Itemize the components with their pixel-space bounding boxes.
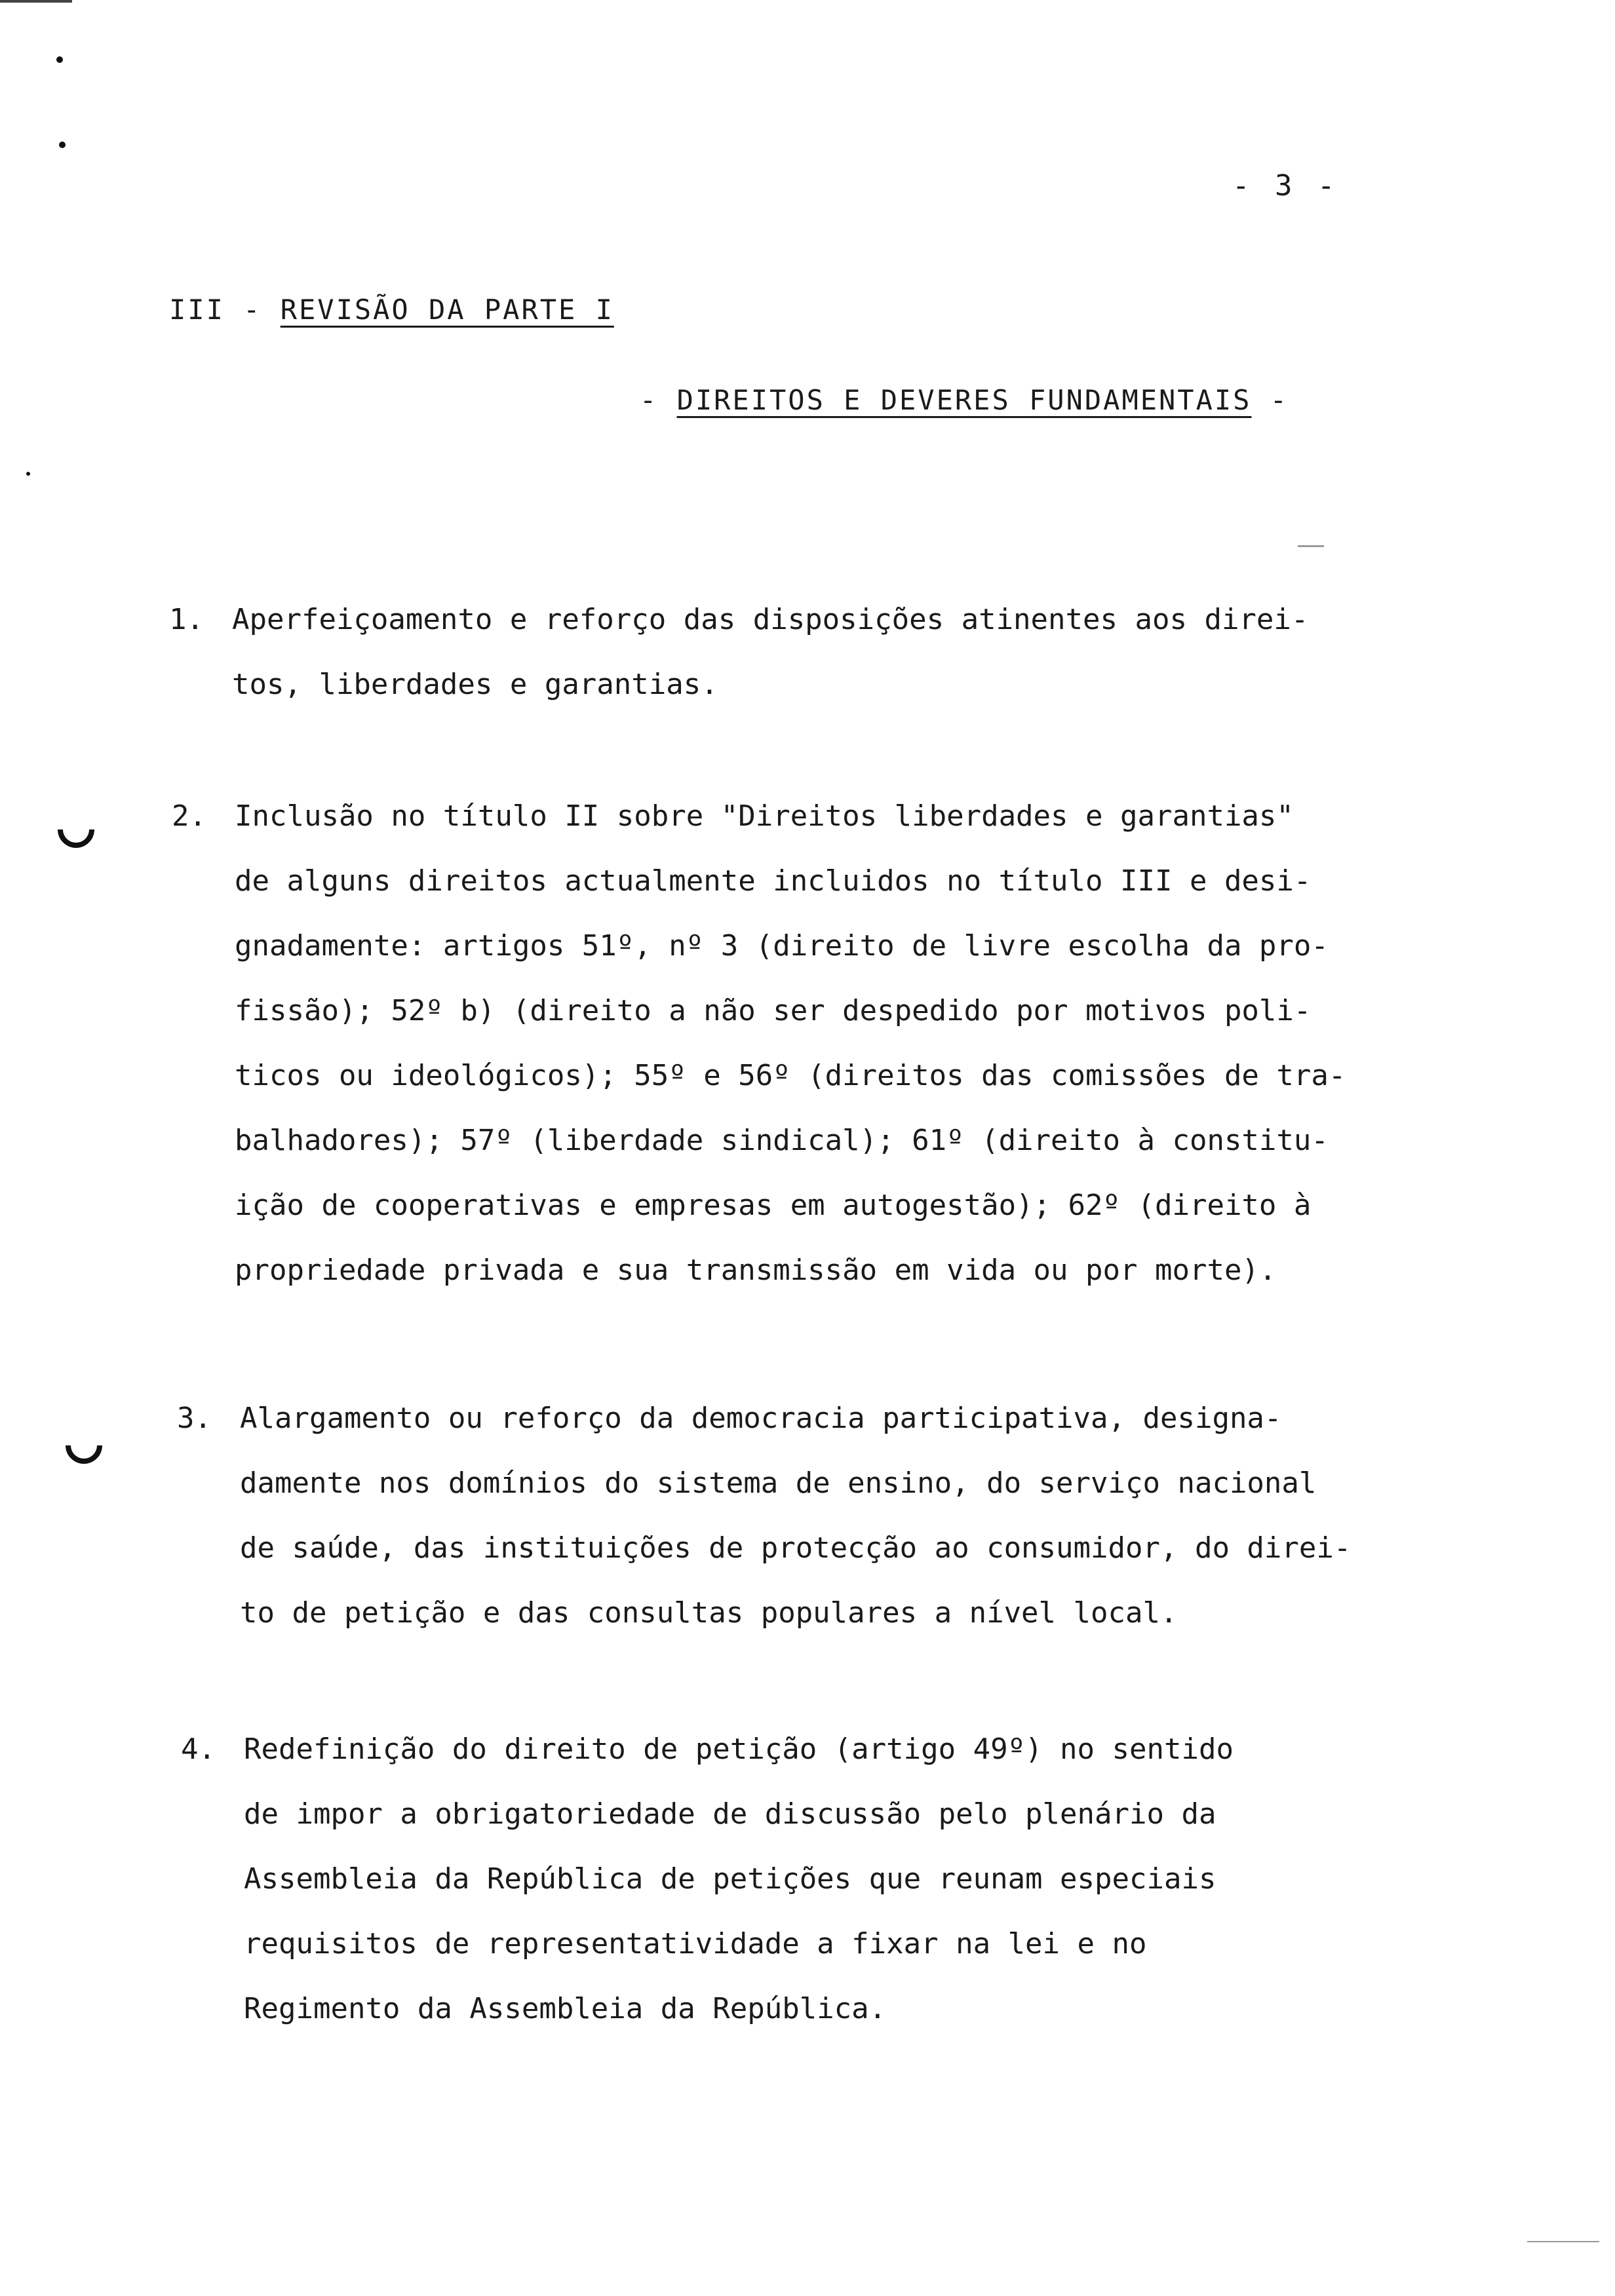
item-text: Alargamento ou reforço da democracia participativa, designa- damente nos domínios do sistema de ensino, do serviço nacional de saúde, das instituições de protecção ao consumidor, do direi- to de petição e das consultas populares a nível local. bbox=[240, 1402, 1352, 1630]
item-number: 3. bbox=[177, 1402, 212, 1435]
margin-dot bbox=[56, 56, 63, 63]
margin-dot bbox=[26, 472, 30, 476]
scan-speck bbox=[1298, 545, 1324, 547]
section-prefix: III - bbox=[169, 294, 281, 326]
list-item bbox=[181, 1717, 1498, 2041]
section-subtitle: DIREITOS E DEVERES FUNDAMENTAIS bbox=[676, 384, 1252, 416]
item-number: 1. bbox=[169, 603, 204, 636]
item-text: Inclusão no título II sobre "Direitos liberdades e garantias" de alguns direitos actualmente incluidos no título III e desi- gnadamente: artigos 51º, nº 3 (direito de livre escolha da pro- fissão); 52º b) (direito a não ser despedido por motivos poli- ticos ou ideológicos); 55º e 56º (direitos das comissões de tra- balhadores); 57º (liberdade sindical); 61º (direito à constitu- ição de cooperativas e empresas em autogestão); 62º (direito à propriedade privada e sua transmissão em vida ou por morte). bbox=[235, 799, 1346, 1287]
section-title: REVISÃO DA PARTE I bbox=[280, 294, 614, 326]
subtitle-dash-left: - bbox=[640, 384, 677, 416]
margin-dot bbox=[59, 142, 66, 148]
page-number: - 3 - bbox=[1232, 169, 1339, 202]
item-number: 4. bbox=[181, 1732, 216, 1766]
list-item bbox=[172, 784, 1489, 1303]
scan-edge-line bbox=[0, 0, 72, 3]
margin-check-mark bbox=[50, 803, 102, 855]
item-text: Redefinição do direito de petição (artigo 49º) no sentido de impor a obrigatoriedade de discussão pelo plenário da Assembleia da República de petições que reunam especiais requisitos de representatividade a fixar na lei e no Regimento da Assembleia da República. bbox=[244, 1732, 1234, 2025]
list-item bbox=[177, 1386, 1494, 1645]
margin-check-mark bbox=[58, 1419, 109, 1471]
scan-speck bbox=[1527, 2241, 1599, 2242]
list-item bbox=[169, 587, 1487, 717]
section-subheading bbox=[640, 384, 1289, 416]
item-text: Aperfeiçoamento e reforço das disposições atinentes aos direi- tos, liberdades e garantias. bbox=[232, 603, 1309, 701]
subtitle-dash-right: - bbox=[1251, 384, 1289, 416]
item-number: 2. bbox=[172, 799, 206, 833]
section-heading bbox=[169, 294, 614, 326]
